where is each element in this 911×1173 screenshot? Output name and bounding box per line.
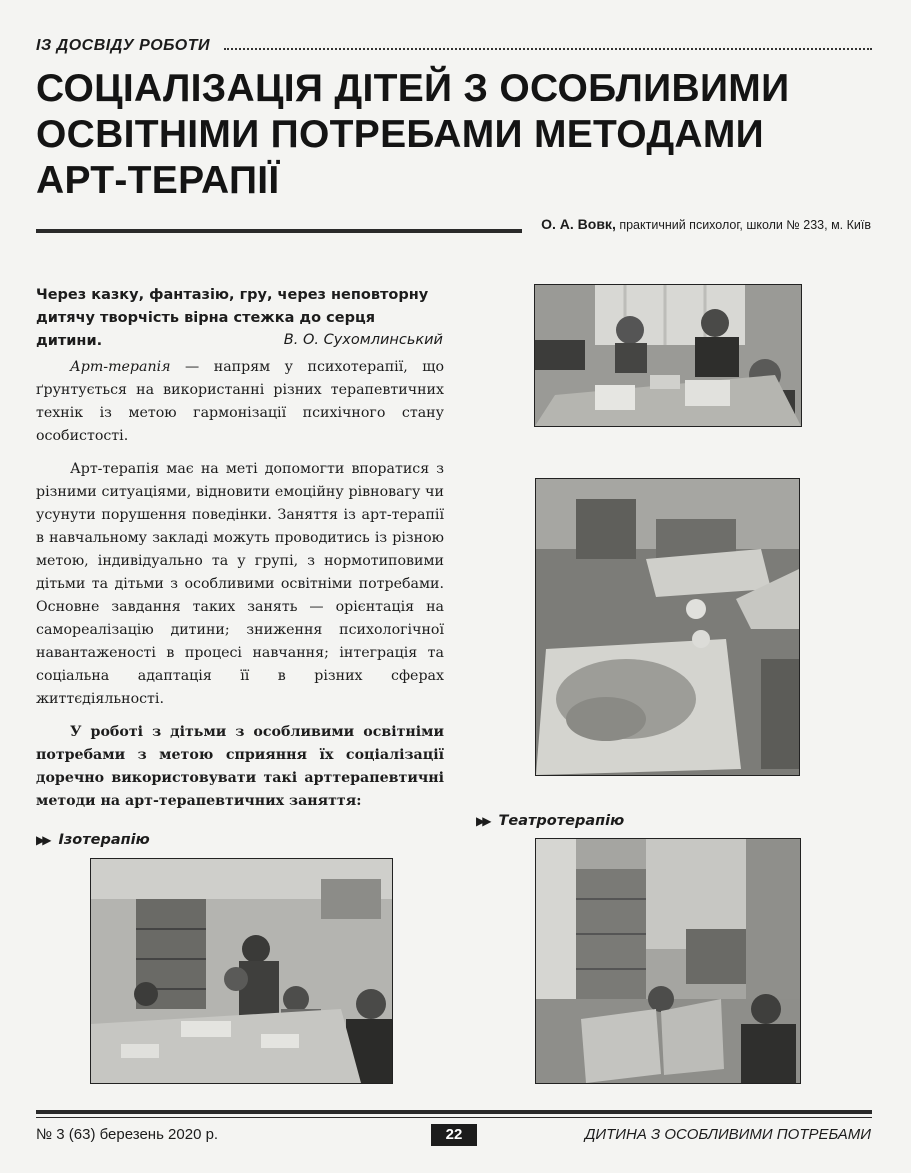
title-line-2: ОСВІТНІМИ ПОТРЕБАМИ МЕТОДАМИ — [36, 113, 764, 156]
section-header — [36, 34, 872, 58]
title-line-1: СОЦІАЛІЗАЦІЯ ДІТЕЙ З ОСОБЛИВИМИ — [36, 67, 790, 110]
footer-rule — [36, 1110, 872, 1114]
epigraph-text: Через казку, фантазію, гру, через неповторну дитячу творчість вірна стежка до серця дитини. — [36, 287, 429, 349]
label-izoterapia — [36, 832, 150, 848]
photo-teatroterapia — [535, 838, 801, 1084]
author-position: практичний психолог, школи № 233, м. Київ — [619, 218, 871, 232]
label-izoterapia-text: Ізотерапію — [58, 832, 150, 848]
section-dotted-rule — [224, 48, 872, 50]
paragraph-1-text: — напрям у психотерапії, що ґрунтується на використанні різних терапевтичних технік із метою гармонізації психічного стану особистості. — [36, 359, 444, 444]
paragraph-3: У роботі з дітьми з особливими освітніми потребами з метою сприяння їх соціалізації доречно використовувати такі арттерапевтичні методи на арт-терапевтичних заняття: — [36, 724, 444, 809]
author-rule — [36, 229, 522, 233]
label-teatroterapia — [476, 813, 624, 829]
author-line — [541, 216, 871, 232]
issue-info: № 3 (63) березень 2020 р. — [36, 1126, 219, 1143]
article-title — [36, 66, 876, 204]
page-number: 22 — [431, 1124, 477, 1146]
author-name: О. А. Вовк, — [541, 216, 616, 232]
double-arrow-icon: ▶▶ — [36, 833, 49, 847]
title-line-3: АРТ-ТЕРАПІЇ — [36, 159, 280, 202]
term-art-therapy: Арт-терапія — [70, 359, 171, 375]
photo-paintings — [535, 478, 800, 776]
section-label: ІЗ ДОСВІДУ РОБОТИ — [36, 37, 211, 54]
journal-name: ДИТИНА З ОСОБЛИВИМИ ПОТРЕБАМИ — [584, 1126, 871, 1143]
double-arrow-icon: ▶▶ — [476, 814, 489, 828]
paragraph-1 — [36, 356, 444, 448]
epigraph-author: В. О. Сухомлинський — [283, 332, 443, 348]
footer-thin-rule — [36, 1117, 872, 1118]
label-teatroterapia-text: Театротерапію — [498, 813, 625, 829]
photo-children-drawing — [534, 284, 802, 427]
paragraph-2: Арт-терапія має на меті допомогти впоратися з різними ситуаціями, відновити емоційну рівновагу чи усунути порушення поведінки. Заняття із арт-терапії в навчальному закладі можуть проводитись із різною метою, індивідуально та у групі, з нормотиповими дітьми та дітьми з особливими освітніми потребами. Основне завдання таких занять — орієнтація на самореалізацію дитини; зниження психологічної навантаженості в процесі навчання; інтеграція та соціальна адаптація її в різних сферах життєдіяльності. — [36, 461, 444, 707]
photo-izoterapia-group — [90, 858, 393, 1084]
article-body — [36, 356, 444, 813]
